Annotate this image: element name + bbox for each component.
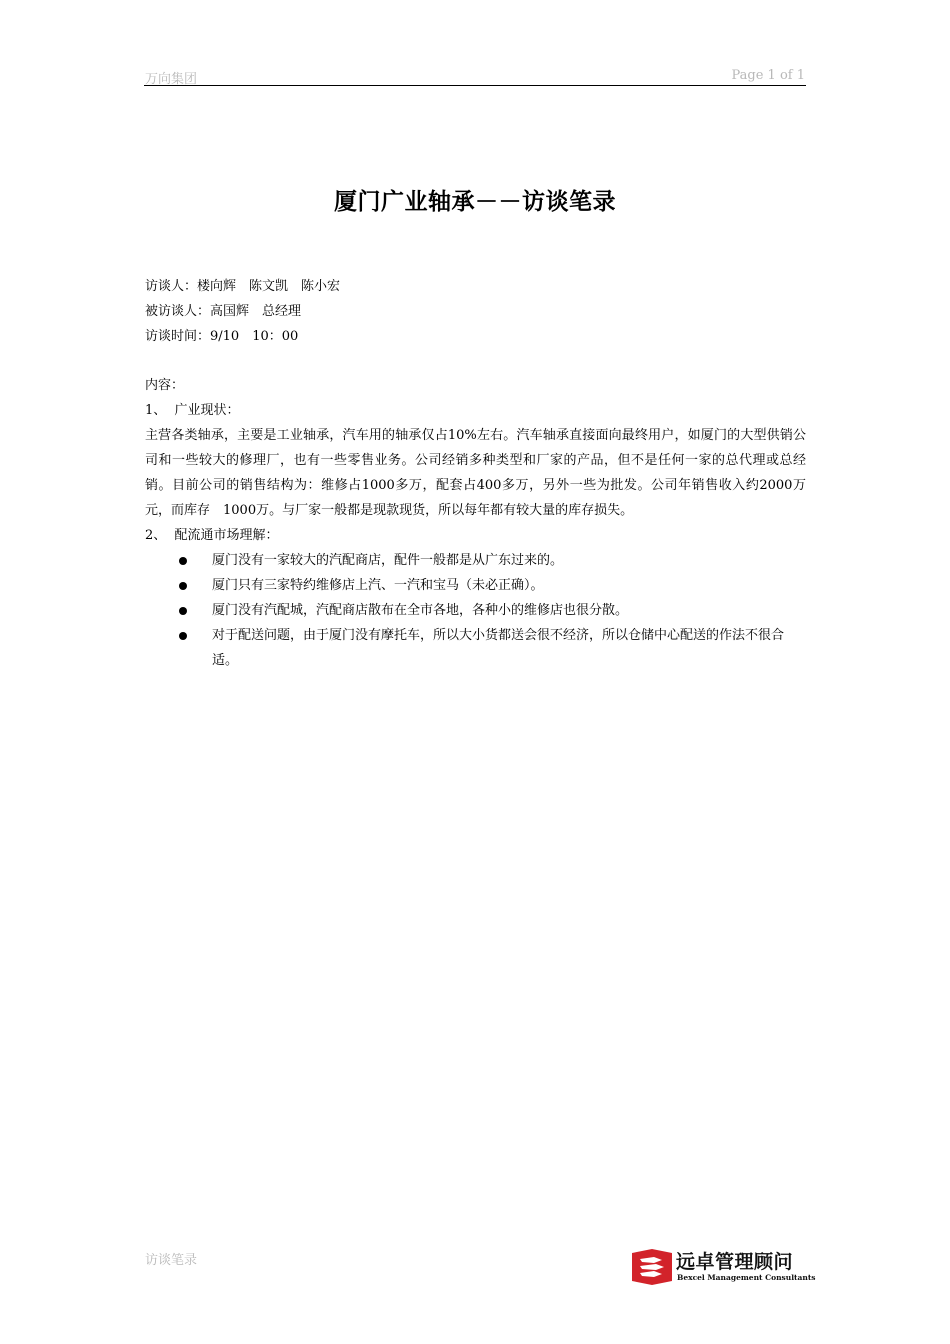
interview-time-line: 访谈时间：9/10 10：00 bbox=[145, 329, 299, 344]
interview-content bbox=[145, 373, 806, 673]
bullet-item bbox=[145, 598, 806, 623]
bullet-text: 厦门只有三家特约维修店上汽、一汽和宝马（未必正确）。 bbox=[212, 578, 544, 593]
bullet-dot-icon bbox=[179, 557, 187, 565]
document-title: 厦门广业轴承－－访谈笔录 bbox=[334, 189, 616, 215]
interview-meta bbox=[145, 274, 806, 349]
bullet-dot-icon bbox=[179, 632, 187, 640]
logo-english-name: Bexcel Management Consultants bbox=[677, 1273, 816, 1282]
bullet-text: 对于配送问题，由于厦门没有摩托车，所以大小货都送会很不经济，所以仓储中心配送的作法不很合适。 bbox=[212, 628, 785, 668]
section-1-title: 1、 广业现状： bbox=[145, 403, 240, 418]
bullet-item bbox=[145, 573, 806, 598]
bullet-dot-icon bbox=[179, 607, 187, 615]
bullet-dot-icon bbox=[179, 582, 187, 590]
logo-chinese-name: 远卓管理顾问 bbox=[676, 1251, 794, 1273]
content-heading: 内容： bbox=[145, 378, 185, 393]
logo-mark-icon bbox=[630, 1249, 674, 1285]
section-2-title: 2、 配流通市场理解： bbox=[145, 528, 279, 543]
section-2-bullet-list bbox=[145, 548, 806, 673]
header-company: 万向集团 bbox=[145, 72, 198, 87]
header-rule bbox=[144, 85, 806, 86]
bullet-item bbox=[145, 548, 806, 573]
bullet-text: 厦门没有汽配城，汽配商店散布在全市各地，各种小的维修店也很分散。 bbox=[212, 603, 629, 618]
footer-label: 访谈笔录 bbox=[145, 1253, 198, 1268]
bullet-text: 厦门没有一家较大的汽配商店，配件一般都是从广东过来的。 bbox=[212, 553, 564, 568]
company-logo bbox=[630, 1247, 816, 1287]
bullet-item bbox=[145, 623, 806, 673]
section-1-paragraph: 主营各类轴承，主要是工业轴承，汽车用的轴承仅占10%左右。汽车轴承直接面向最终用户，如厦门的大型供销公司和一些较大的修理厂，也有一些零售业务。公司经销多种类型和厂家的产品，但不是任何一家的总代理或总经销。目前公司的销售结构为：维修占1000多万，配套占400多万，另外一些为批发。公司年销售收入约2000万元，而库存 1000万。与厂家一般都是现款现货，所以每年都有较大量的库存损失。 bbox=[145, 428, 806, 518]
interviewers-line: 访谈人：楼向辉 陈文凯 陈小宏 bbox=[145, 279, 341, 294]
header-page-number: Page 1 of 1 bbox=[731, 68, 805, 83]
interviewee-line: 被访谈人：高国辉 总经理 bbox=[145, 304, 302, 319]
